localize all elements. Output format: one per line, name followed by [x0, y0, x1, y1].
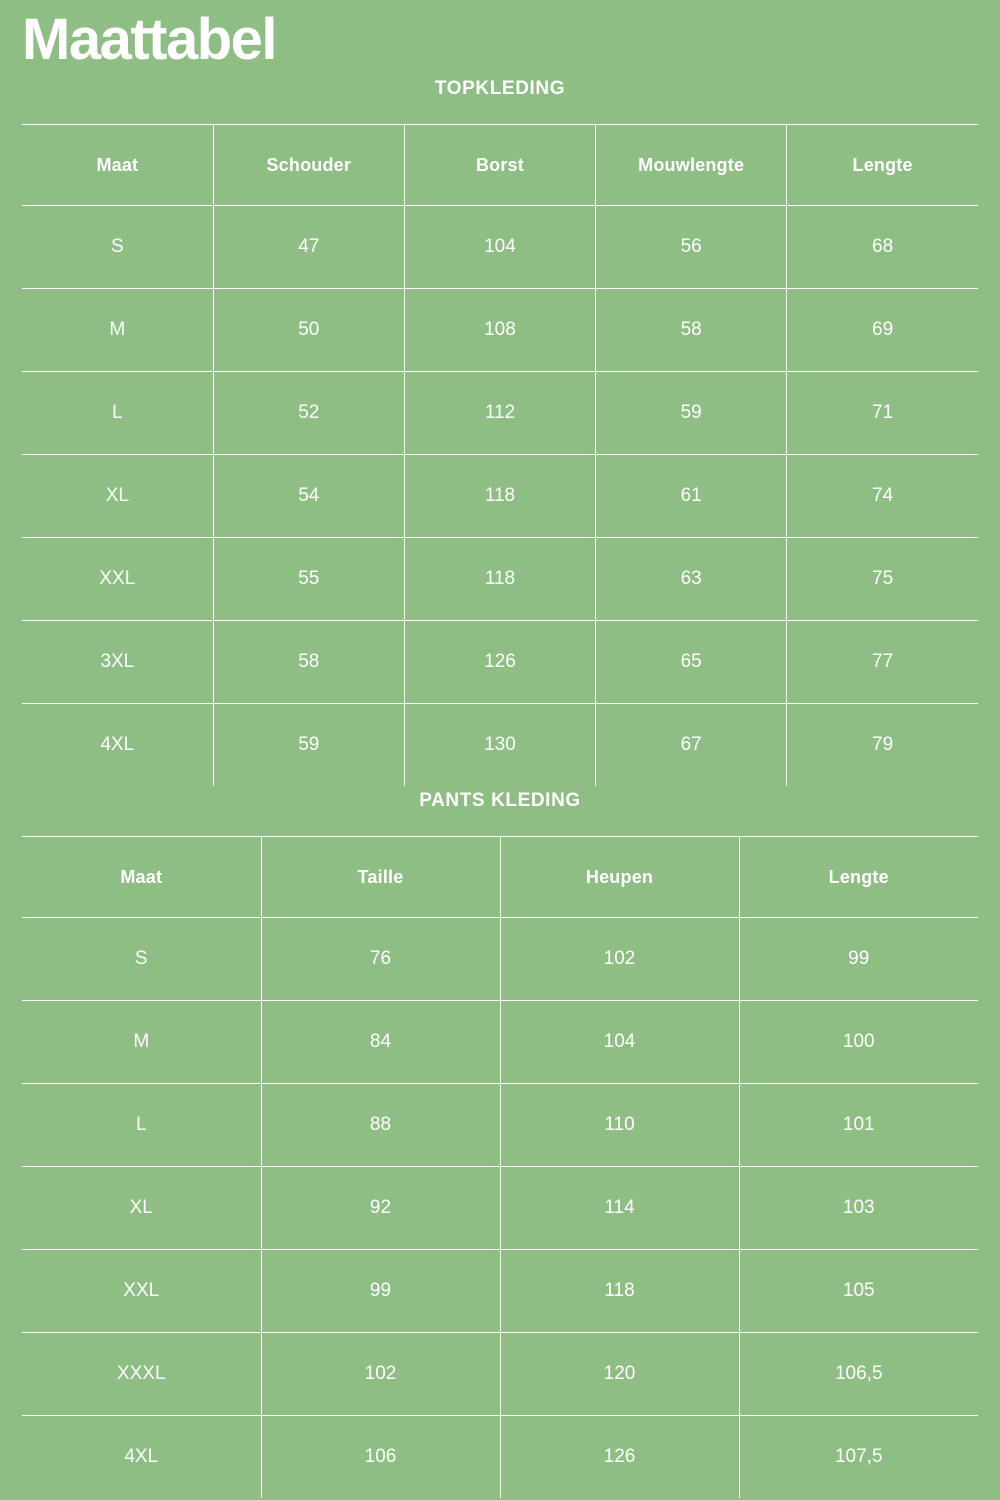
- cell-heupen: 118: [500, 1250, 739, 1333]
- cell-size: XXL: [22, 538, 213, 621]
- cell-borst: 118: [404, 538, 595, 621]
- table-row: [22, 372, 978, 455]
- cell-lengte: 103: [739, 1167, 978, 1250]
- cell-size: XL: [22, 455, 213, 538]
- pants-table-body: [22, 918, 978, 1499]
- table-row: [22, 1084, 978, 1167]
- cell-lengte: 69: [787, 289, 978, 372]
- cell-lengte: 99: [739, 918, 978, 1001]
- cell-schouder: 58: [213, 621, 404, 704]
- topkleding-table-header: [22, 125, 978, 206]
- cell-size: M: [22, 289, 213, 372]
- column-header-taille: Taille: [261, 837, 500, 918]
- cell-mouwlengte: 59: [596, 372, 787, 455]
- column-header-maat: Maat: [22, 125, 213, 206]
- cell-heupen: 102: [500, 918, 739, 1001]
- cell-lengte: 77: [787, 621, 978, 704]
- cell-mouwlengte: 65: [596, 621, 787, 704]
- cell-heupen: 126: [500, 1416, 739, 1499]
- cell-borst: 108: [404, 289, 595, 372]
- cell-schouder: 47: [213, 206, 404, 289]
- cell-heupen: 110: [500, 1084, 739, 1167]
- table-row: [22, 1167, 978, 1250]
- cell-heupen: 104: [500, 1001, 739, 1084]
- cell-lengte: 71: [787, 372, 978, 455]
- cell-borst: 112: [404, 372, 595, 455]
- cell-lengte: 75: [787, 538, 978, 621]
- cell-size: M: [22, 1001, 261, 1084]
- cell-borst: 118: [404, 455, 595, 538]
- table-row: [22, 621, 978, 704]
- table-row: [22, 538, 978, 621]
- table-row: [22, 918, 978, 1001]
- cell-mouwlengte: 58: [596, 289, 787, 372]
- cell-borst: 104: [404, 206, 595, 289]
- column-header-lengte: Lengte: [739, 837, 978, 918]
- cell-size: L: [22, 372, 213, 455]
- cell-lengte: 100: [739, 1001, 978, 1084]
- column-header-maat: Maat: [22, 837, 261, 918]
- cell-size: 4XL: [22, 1416, 261, 1499]
- cell-lengte: 74: [787, 455, 978, 538]
- table-row: [22, 1333, 978, 1416]
- table-row: [22, 289, 978, 372]
- cell-schouder: 59: [213, 704, 404, 787]
- cell-lengte: 105: [739, 1250, 978, 1333]
- cell-lengte: 79: [787, 704, 978, 787]
- section-heading-topkleding: TOPKLEDING: [434, 78, 566, 99]
- column-header-borst: Borst: [404, 125, 595, 206]
- table-row: [22, 206, 978, 289]
- cell-size: 4XL: [22, 704, 213, 787]
- pants-size-table: [22, 836, 978, 1498]
- cell-taille: 106: [261, 1416, 500, 1499]
- table-row: [22, 1250, 978, 1333]
- cell-schouder: 55: [213, 538, 404, 621]
- column-header-mouwlengte: Mouwlengte: [596, 125, 787, 206]
- table-header-row: [22, 837, 978, 918]
- topkleding-table-body: [22, 206, 978, 787]
- cell-mouwlengte: 61: [596, 455, 787, 538]
- table-row: [22, 1001, 978, 1084]
- cell-size: XL: [22, 1167, 261, 1250]
- cell-borst: 126: [404, 621, 595, 704]
- cell-taille: 76: [261, 918, 500, 1001]
- column-header-lengte: Lengte: [787, 125, 978, 206]
- cell-taille: 102: [261, 1333, 500, 1416]
- cell-size: S: [22, 918, 261, 1001]
- table-header-row: [22, 125, 978, 206]
- table-row: [22, 455, 978, 538]
- cell-schouder: 54: [213, 455, 404, 538]
- cell-mouwlengte: 67: [596, 704, 787, 787]
- topkleding-size-table: [22, 124, 978, 786]
- cell-size: XXL: [22, 1250, 261, 1333]
- cell-mouwlengte: 63: [596, 538, 787, 621]
- cell-size: 3XL: [22, 621, 213, 704]
- cell-schouder: 52: [213, 372, 404, 455]
- cell-schouder: 50: [213, 289, 404, 372]
- pants-table-header: [22, 837, 978, 918]
- page-title: Maattabel: [22, 7, 277, 72]
- cell-mouwlengte: 56: [596, 206, 787, 289]
- cell-heupen: 120: [500, 1333, 739, 1416]
- cell-lengte: 101: [739, 1084, 978, 1167]
- cell-lengte: 106,5: [739, 1333, 978, 1416]
- cell-lengte: 68: [787, 206, 978, 289]
- cell-heupen: 114: [500, 1167, 739, 1250]
- cell-size: XXXL: [22, 1333, 261, 1416]
- cell-size: S: [22, 206, 213, 289]
- cell-lengte: 107,5: [739, 1416, 978, 1499]
- cell-size: L: [22, 1084, 261, 1167]
- column-header-heupen: Heupen: [500, 837, 739, 918]
- cell-taille: 88: [261, 1084, 500, 1167]
- column-header-schouder: Schouder: [213, 125, 404, 206]
- cell-taille: 84: [261, 1001, 500, 1084]
- cell-borst: 130: [404, 704, 595, 787]
- table-row: [22, 1416, 978, 1499]
- table-row: [22, 704, 978, 787]
- cell-taille: 92: [261, 1167, 500, 1250]
- section-heading-pants-kleding: PANTS KLEDING: [419, 790, 581, 811]
- cell-taille: 99: [261, 1250, 500, 1333]
